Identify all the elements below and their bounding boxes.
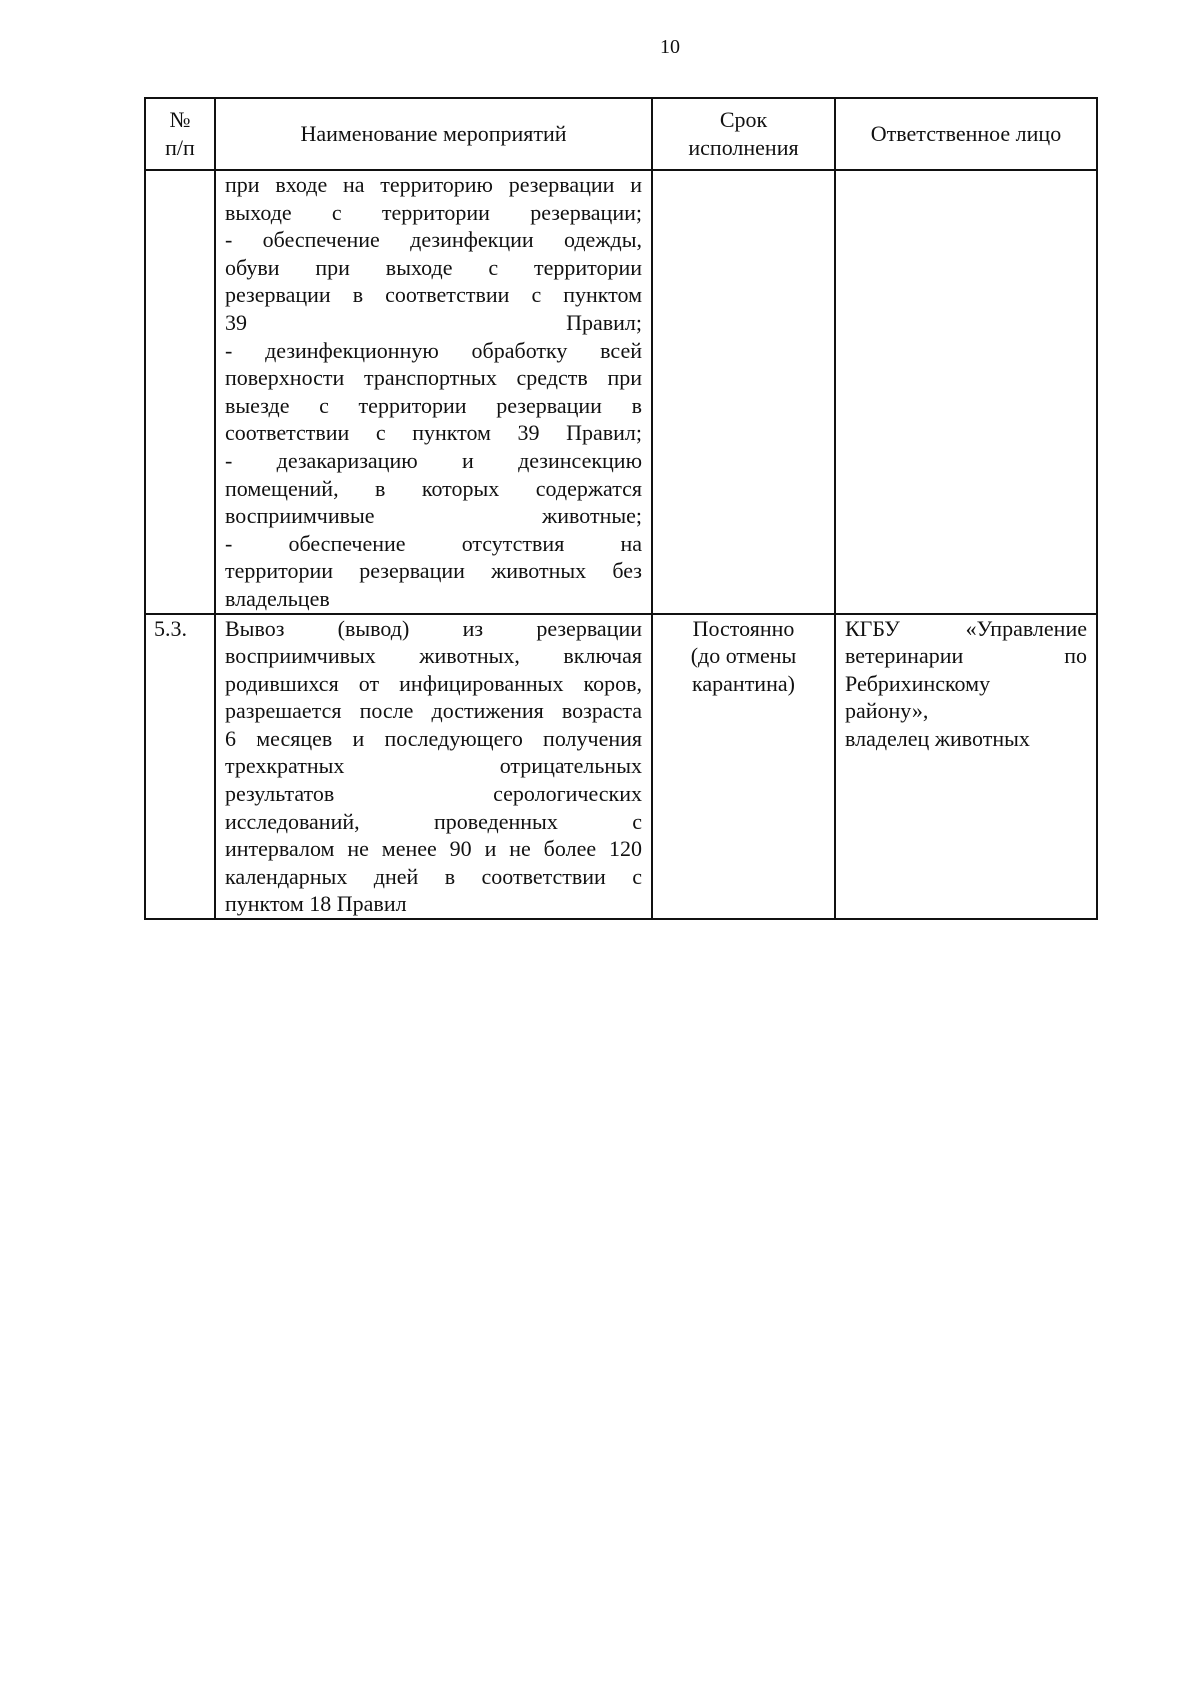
table-row [145,614,1097,920]
page-number: 10 [660,36,680,58]
measure-name-cell [215,614,652,920]
measure-name-cell-line: пунктом 18 Правил [225,891,407,917]
measures-table [144,97,1098,920]
term-cell [652,170,835,614]
measure-name-cell-line: - дезакаризацию и дезинсекцию [225,447,642,473]
row-number-cell [145,170,215,614]
measure-name-cell-line: владельцев [225,585,330,611]
responsible-cell [835,170,1097,614]
header-term-line1: Срок [719,107,768,133]
table-body [145,170,1097,919]
measure-name-cell-line: помещений, в которых содержатся [225,475,642,501]
measure-name-cell-line: - обеспечение дезинфекции одежды, [225,227,642,253]
measure-name-cell-line: при входе на территорию резервации и [225,172,642,197]
header-measure-name: Наименование мероприятий [215,98,652,170]
measure-name-cell [215,170,652,614]
responsible-cell-line: Ребрихинскому [845,670,991,696]
measure-name-cell-line: календарных дней в соответствии с [225,863,642,889]
table-row [145,170,1097,614]
measure-name-cell-line: интервалом не менее 90 и не более 120 [225,836,642,862]
measure-name-cell-line: Вывоз (вывод) из резервации [225,615,642,641]
header-number-symbol: № [169,107,191,133]
responsible-cell-line: владелец животных [845,725,1030,751]
row-number-cell: 5.3. [145,614,215,920]
measure-name-cell-line: - обеспечение отсутствия на [225,530,642,556]
header-term [652,98,835,170]
header-term-line2: исполнения [688,135,799,160]
measure-name-cell-line: выходе с территории резервации; [225,199,642,225]
measure-name-cell-line: обуви при выходе с территории [225,254,642,280]
measure-name-cell-line: 6 месяцев и последующего получения [225,725,642,751]
responsible-cell-line: ветеринарии по [845,643,1087,669]
measure-name-cell-line: - дезинфекционную обработку всей [225,337,642,363]
responsible-cell-line: району», [845,698,929,724]
measure-name-cell-line: выезде с территории резервации в [225,392,642,418]
term-cell-line: Постоянно [692,615,795,641]
measure-name-cell-line: территории резервации животных без [225,558,642,584]
measure-name-cell-line: родившихся от инфицированных коров, [225,670,642,696]
term-cell-line: карантина) [692,670,795,696]
measure-name-cell-line: соответствии с пунктом 39 Правил; [225,420,642,446]
measure-name-cell-line: исследований, проведенных с [225,808,642,834]
header-number-abbr: п/п [165,135,195,160]
responsible-cell [835,614,1097,920]
term-cell-line: (до отмены [690,643,797,669]
responsible-cell-line: КГБУ «Управление [845,615,1087,641]
measure-name-cell-line: разрешается после достижения возраста [225,698,642,724]
header-number [145,98,215,170]
table-header-row [145,98,1097,170]
measure-name-cell-line: поверхности транспортных средств при [225,365,642,391]
measure-name-cell-line: 39 Правил; [225,309,642,335]
term-cell [652,614,835,920]
measure-name-cell-line: трехкратных отрицательных [225,753,642,779]
measure-name-cell-line: восприимчивые животные; [225,503,642,529]
measure-name-cell-line: резервации в соответствии с пунктом [225,282,642,308]
measure-name-cell-line: результатов серологических [225,781,642,807]
header-responsible: Ответственное лицо [835,98,1097,170]
measure-name-cell-line: восприимчивых животных, включая [225,643,642,669]
